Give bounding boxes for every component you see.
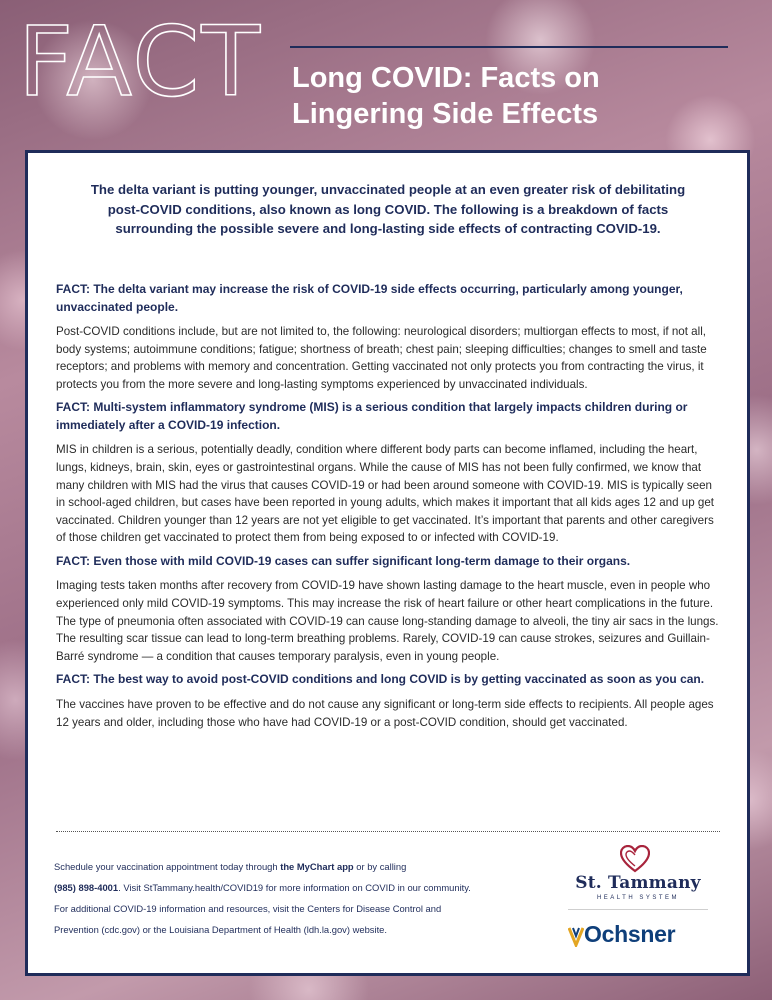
st-tammany-logo-name: St. Tammany — [575, 873, 701, 893]
title-line-1: Long COVID: Facts on — [292, 62, 600, 94]
ochsner-v-icon — [568, 925, 584, 947]
fact-heading-1: FACT: The delta variant may increase the risk of COVID-19 side effects occurring, particularly among younger, unvaccinated people. — [56, 282, 683, 314]
logo-divider — [568, 909, 708, 910]
mychart-app-mention: the MyChart app — [280, 861, 354, 872]
footer-text — [54, 856, 544, 940]
fact-wordmark: FACT — [18, 6, 263, 118]
fact-heading-4: FACT: The best way to avoid post-COVID conditions and long COVID is by getting vaccinated as soon as you can. — [56, 672, 705, 687]
title-rule — [290, 46, 728, 48]
fact-heading-3: FACT: Even those with mild COVID-19 cases can suffer significant long-term damage to their organs. — [56, 553, 631, 568]
fact-body-3: Imaging tests taken months after recovery from COVID-19 have shown lasting damage to the heart muscle, even in people who experienced only mild COVID-19 symptoms. This may increase the risk of heart failure or other heart complications in the future. The type of pneumonia often associated with COVID-19 can cause long-standing damage to alveoli, the tiny air sacs in the lungs. The resulting scar tissue can lead to long-term breathing problems. Rarely, COVID-19 can cause strokes, seizures and Guillain-Barré syndrome — a condition that causes temporary paralysis, even in young people. — [56, 579, 719, 663]
footer-schedule-text: Schedule your vaccination appointment today through — [54, 861, 281, 872]
lead-paragraph: The delta variant is putting younger, unvaccinated people at an even greater risk of debilitating post-COVID conditions, also known as long COVID. The following is a breakdown of facts surrounding the possible severe and long-lasting side effects of contracting COVID-19. — [90, 182, 686, 236]
footer-visit-text: . Visit StTammany.health/COVID19 for more information on COVID in our community. — [118, 882, 471, 893]
dotted-divider — [56, 831, 720, 832]
fact-body-2: MIS in children is a serious, potentially deadly, condition where different body parts can become inflamed, including the heart, lungs, kidneys, brain, skin, eyes or gastrointestinal organs. While the cause of MIS has not been fully confirmed, we know that many children with MIS had the virus that causes COVID-19 or had been around someone with COVID-19. MIS is typically seen in school-aged children, but cases have been reported in young adults, which makes it important that all kids ages 12 and up get vaccinated. Children younger than 12 years are not yet eligible to get vaccinated. It’s important that parents and other caregivers of those children get vaccinated to protect them from being exposed to or infected with COVID-19. — [56, 443, 715, 545]
heart-icon — [620, 845, 650, 873]
footer-line-1 — [54, 856, 544, 877]
page-title — [292, 60, 732, 132]
footer-line-2 — [54, 877, 544, 898]
title-line-2: Lingering Side Effects — [292, 98, 599, 130]
fact-body-4: The vaccines have proven to be effective and do not cause any significant or long-term side effects to recipients. All people ages 12 years and older, including those who have had COVID-19 or a post-COVID condition, should get vaccinated. — [56, 697, 714, 729]
ochsner-logo-name: Ochsner — [584, 921, 676, 947]
footer-line-3: For additional COVID-19 information and resources, visit the Centers for Disease Control and — [54, 903, 442, 914]
fact-heading-2: FACT: Multi-system inflammatory syndrome (MIS) is a serious condition that largely impacts children during or immediately after a COVID-19 infection. — [56, 400, 688, 432]
sponsor-logos — [568, 845, 718, 955]
content-card — [25, 150, 750, 976]
st-tammany-logo-subtitle: HEALTH SYSTEM — [596, 895, 680, 901]
facts-list — [56, 281, 720, 737]
footer-calling-text: or by calling — [353, 861, 407, 872]
phone-number: (985) 898-4001 — [54, 882, 119, 893]
fact-body-1: Post-COVID conditions include, but are not limited to, the following: neurological disorders; multiorgan effects to most, if not all, body systems; autoimmune conditions; fatigue; shortness of breath; chest pain; sleeping difficulties; changes to smell and taste receptors; and problems with memory and concentration. Getting vaccinated not only protects you from contracting the virus, it protects you from the more severe and long-lasting symptoms experienced by unvaccinated individuals. — [56, 325, 707, 391]
footer-line-4: Prevention (cdc.gov) or the Louisiana Department of Health (ldh.la.gov) website. — [54, 924, 387, 935]
